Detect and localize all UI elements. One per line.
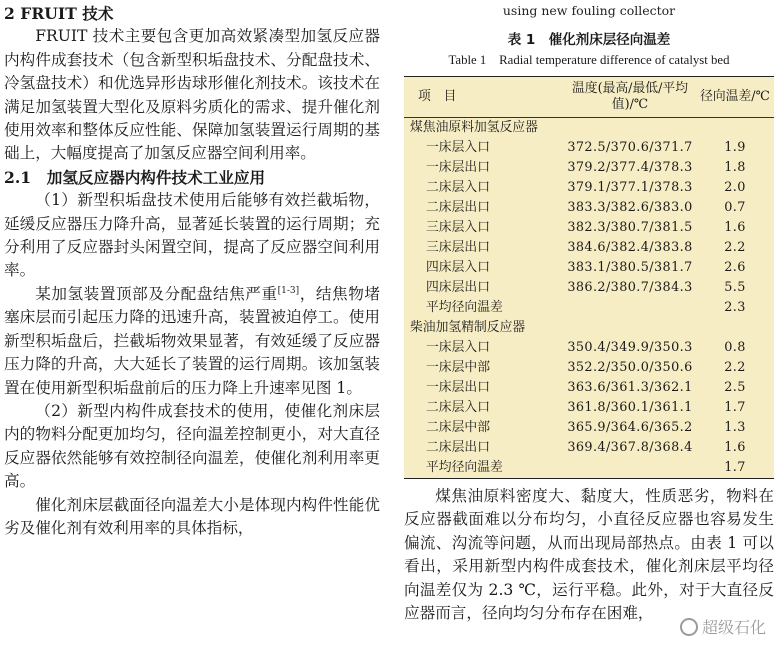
row-temperature: [564, 458, 696, 478]
row-radial-diff: 1.7: [724, 460, 746, 475]
table-row: [404, 178, 774, 198]
table-row: [404, 398, 774, 418]
row-radial-diff: 1.8: [724, 160, 746, 175]
row-radial-diff: 1.6: [724, 220, 746, 235]
row-item: 一床层出口: [426, 160, 490, 175]
row-temperature: 379.2/377.4/378.3: [567, 160, 693, 175]
table-1: [404, 76, 774, 479]
wechat-logo-icon: [680, 618, 698, 636]
table-row: [404, 238, 774, 258]
row-item: 三床层出口: [426, 240, 490, 255]
row-item: 二床层入口: [426, 180, 490, 195]
row-item: 二床层入口: [426, 400, 490, 415]
table-group-row: [404, 118, 774, 139]
paragraph-internals: （2）新型内构件成套技术的使用，使催化剂床层内的物料分配更加均匀，径向温差控制更小，对大直径反应器依然能够有效控制径向温差，使催化剂利用率更高。: [4, 401, 380, 491]
row-item: 一床层中部: [426, 360, 490, 375]
row-temperature: 372.5/370.6/371.7: [567, 140, 693, 155]
table-row: [404, 218, 774, 238]
table-header-row: [404, 77, 774, 118]
intro-paragraph: FRUIT 技术主要包含更加高效紧凑型加氢反应器内构件成套技术（包含新型积垢盘技术、分配盘技术、冷氢盘技术）和优选异形齿球形催化剂技术。该技术在满足加氢装置大型化及原料劣质化的需求、提升催化剂使用效率和整体反应性能、保障加氢装置运行周期的基础上，大幅度提高了加氢反应器空间利用率。: [4, 27, 380, 163]
row-radial-diff: 1.6: [724, 440, 746, 455]
paragraph-radial-temp: 催化剂床层截面径向温差大小是体现内构件性能优劣及催化剂有效利用率的具体指标，: [4, 495, 380, 537]
row-item: 平均径向温差: [426, 300, 503, 315]
paragraph-coking: [4, 283, 380, 400]
header-item: 项 目: [404, 77, 564, 118]
row-item: 平均径向温差: [426, 460, 503, 475]
row-radial-diff: 2.6: [724, 260, 746, 275]
table-row: [404, 418, 774, 438]
row-temperature: 383.3/382.6/383.0: [567, 200, 693, 215]
paragraph-fouling-collector: （1）新型积垢盘技术使用后能够有效拦截垢物，延缓反应器压力降升高，显著延长装置的运行周期；充分利用了反应器封头闲置空间，提高了反应器空间利用率。: [4, 191, 380, 280]
row-temperature: 379.1/377.1/378.3: [567, 180, 693, 195]
row-item: 一床层入口: [426, 140, 490, 155]
row-item: 三床层入口: [426, 220, 490, 235]
row-radial-diff: 2.2: [724, 360, 746, 375]
row-radial-diff: 1.3: [724, 420, 746, 435]
section-title: 2 FRUIT 技术: [4, 4, 114, 23]
row-item: 二床层出口: [426, 200, 490, 215]
group-label: 柴油加氢精制反应器: [410, 320, 526, 335]
table-row: [404, 338, 774, 358]
row-item: 四床层入口: [426, 260, 490, 275]
table-row: [404, 258, 774, 278]
table-row: [404, 438, 774, 458]
table-row: [404, 358, 774, 378]
row-temperature: [564, 298, 696, 318]
row-temperature: 383.1/380.5/381.7: [567, 260, 693, 275]
table-row: [404, 158, 774, 178]
subsection-title: 2.1 加氢反应器内构件技术工业应用: [4, 167, 266, 187]
paragraph-coking-b: ，结焦物堵塞床层而引起压力降的迅速升高，装置被迫停工。使用新型积垢盘后，拦截垢物效果显著，有效延缓了反应器压力降的升高，大大延长了装置的运行周期。该加氢装置在使用新型积垢盘前后的压力降上升速率见图 1。: [4, 284, 380, 397]
row-temperature: 386.2/380.7/384.3: [567, 280, 693, 295]
table-caption-en: Table 1 Radial temperature difference of catalyst bed: [448, 53, 730, 67]
table-row: [404, 138, 774, 158]
left-column: [4, 2, 380, 540]
row-radial-diff: 1.7: [724, 400, 746, 415]
row-radial-diff: 2.0: [724, 180, 746, 195]
row-temperature: 363.6/361.3/362.1: [567, 380, 693, 395]
row-radial-diff: 1.9: [724, 140, 746, 155]
row-radial-diff: 0.8: [724, 340, 746, 355]
watermark: [680, 615, 766, 638]
row-temperature: 350.4/349.9/350.3: [567, 340, 693, 355]
row-temperature: 384.6/382.4/383.8: [567, 240, 693, 255]
row-temperature: 361.8/360.1/361.1: [567, 400, 693, 415]
row-item: 二床层出口: [426, 440, 490, 455]
row-temperature: 382.3/380.7/381.5: [567, 220, 693, 235]
group-label: 煤焦油原料加氢反应器: [410, 120, 538, 135]
watermark-text: 超级石化: [701, 618, 766, 637]
table-row: [404, 198, 774, 218]
row-item: 一床层入口: [426, 340, 490, 355]
table-row: [404, 378, 774, 398]
row-item: 一床层出口: [426, 380, 490, 395]
row-radial-diff: 0.7: [724, 200, 746, 215]
row-temperature: 352.2/350.0/350.6: [567, 360, 693, 375]
header-temperature: 温度(最高/最低/平均值)/℃: [564, 77, 696, 118]
table-body: [404, 118, 774, 479]
table-caption-cn: 表 1 催化剂床层径向温差: [507, 32, 671, 48]
citation[interactable]: [1-3]: [277, 285, 300, 296]
row-radial-diff: 5.5: [724, 280, 746, 295]
table-row: [404, 298, 774, 318]
row-radial-diff: 2.5: [724, 380, 746, 395]
right-column: [404, 0, 774, 641]
header-radial-diff: 径向温差/℃: [696, 77, 774, 118]
table-row: [404, 278, 774, 298]
row-item: 四床层出口: [426, 280, 490, 295]
table-row: [404, 458, 774, 478]
row-temperature: 369.4/367.8/368.4: [567, 440, 693, 455]
table-group-row: [404, 318, 774, 338]
figure-caption-tail: using new fouling collector: [502, 3, 676, 18]
paragraph-coking-a: 某加氢装置顶部及分配盘结焦严重: [35, 284, 278, 303]
row-radial-diff: 2.2: [724, 240, 746, 255]
row-radial-diff: 2.3: [724, 300, 746, 315]
row-temperature: 365.9/364.6/365.2: [567, 420, 693, 435]
row-item: 二床层中部: [426, 420, 490, 435]
paragraph-analysis: 煤焦油原料密度大、黏度大，性质恶劣，物料在反应器截面难以分布均匀，小直径反应器也容易发生偏流、沟流等问题，从而出现局部热点。由表 1 可以看出，采用新型内构件成套技术，催化剂床层平均径向温差仅为 2.3 ℃，运行平稳。此外，对于大直径反应器而言，径向均匀分布存在困难，: [404, 487, 774, 623]
